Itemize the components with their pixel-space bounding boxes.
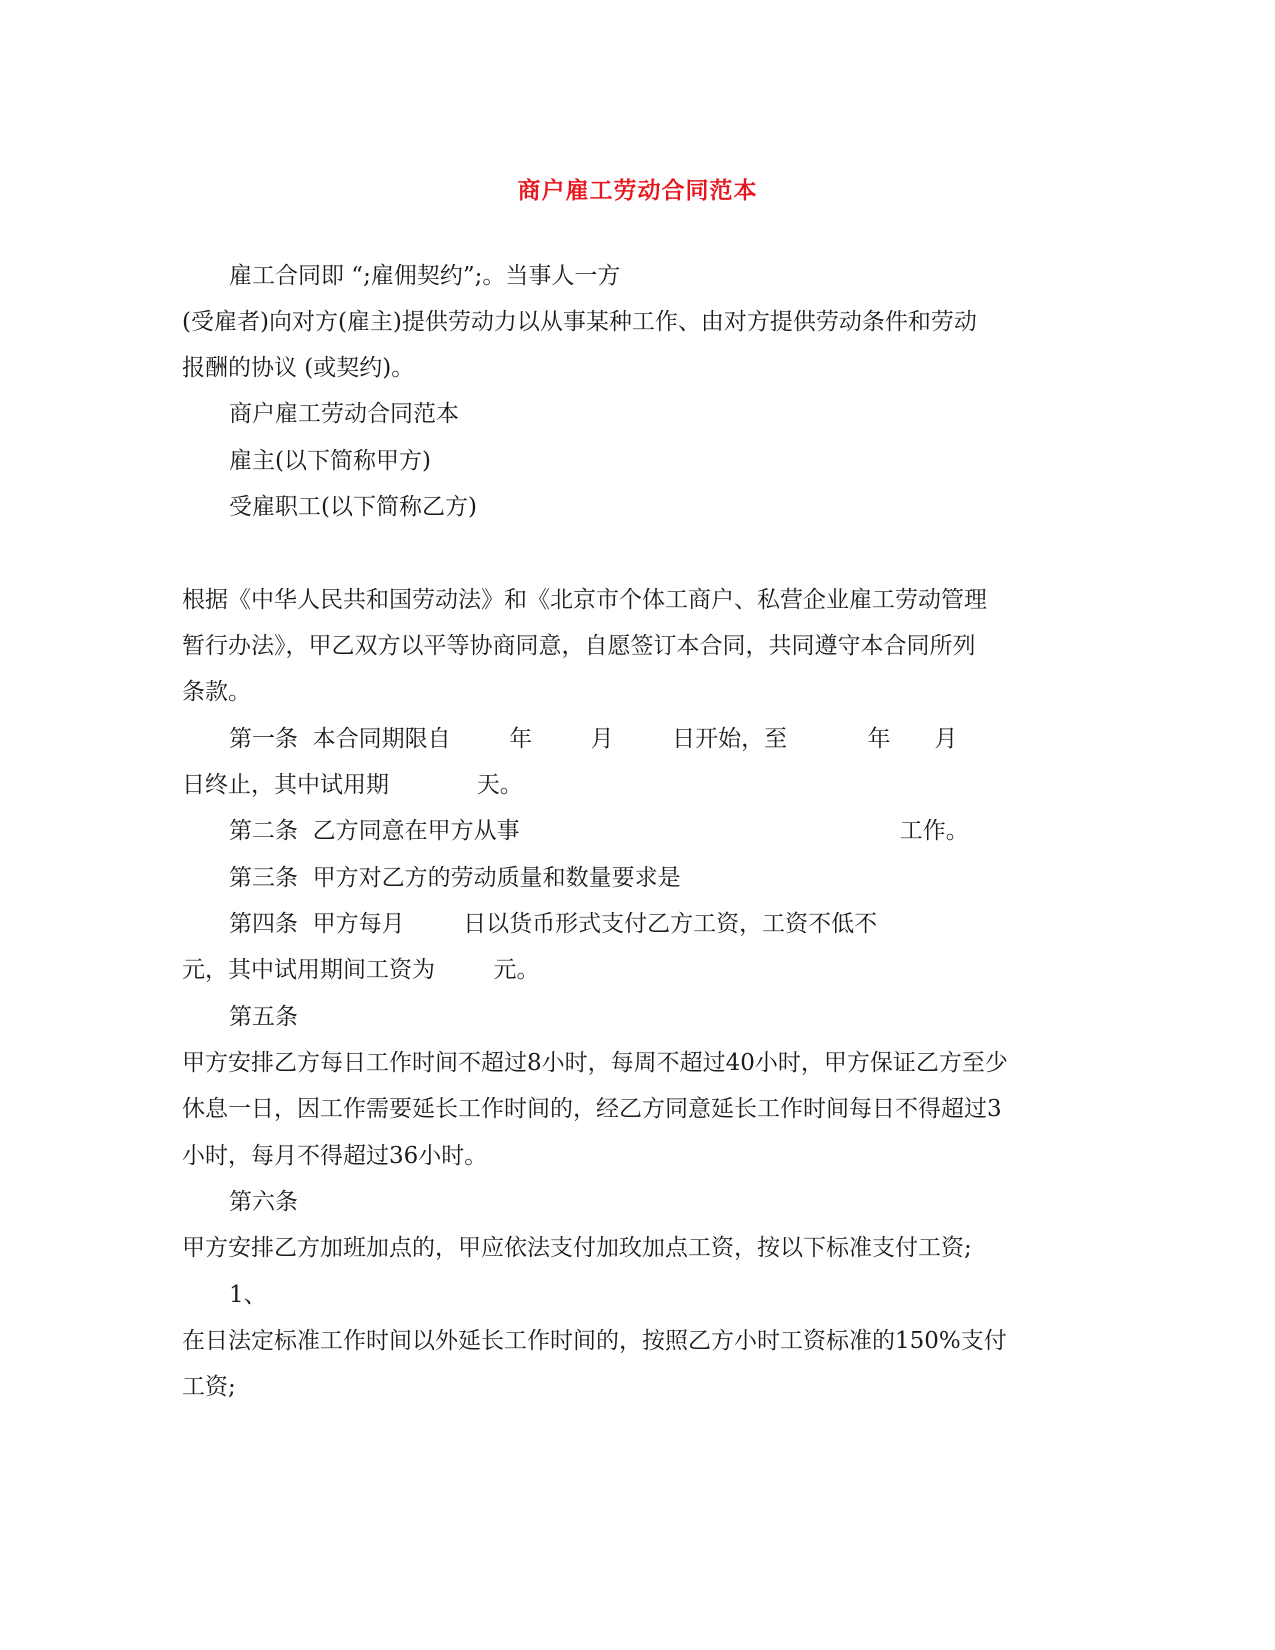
paragraph-line: 雇主(以下简称甲方) bbox=[229, 448, 431, 474]
paragraph-line: 暂行办法》，甲乙双方以平等协商同意，自愿签订本合同，共同遵守本合同所列 bbox=[182, 633, 976, 659]
clause-line: 日终止，其中试用期 天。 bbox=[182, 772, 523, 798]
clause-line: 元，其中试用期间工资为 元。 bbox=[182, 957, 540, 983]
clause-line: 小时，每月不得超过36小时。 bbox=[182, 1143, 488, 1169]
clause-line: 1、 bbox=[229, 1282, 267, 1308]
clause-line: 休息一日，因工作需要延长工作时间的，经乙方同意延长工作时间每日不得超过3 bbox=[182, 1096, 1002, 1122]
clause-line: 工资; bbox=[182, 1374, 236, 1400]
clause-line: 第三条 甲方对乙方的劳动质量和数量要求是 bbox=[229, 865, 681, 891]
clause-line: 第一条 本合同期限自 年 月 日开始，至 年 月 bbox=[229, 726, 958, 752]
clause-line: 甲方安排乙方加班加点的，甲应依法支付加玫加点工资，按以下标准支付工资; bbox=[182, 1235, 972, 1261]
paragraph-line: 商户雇工劳动合同范本 bbox=[229, 401, 459, 427]
clause-line: 第二条 乙方同意在甲方从事 工作。 bbox=[229, 818, 969, 844]
paragraph-line: 条款。 bbox=[182, 679, 251, 705]
paragraph-line: 根据《中华人民共和国劳动法》和《北京市个体工商户、私营企业雇工劳动管理 bbox=[182, 587, 987, 613]
clause-line: 甲方安排乙方每日工作时间不超过8小时，每周不超过40小时，甲方保证乙方至少 bbox=[182, 1050, 1008, 1076]
paragraph-line: 雇工合同即 “;雇佣契约”;。当事人一方 bbox=[229, 263, 621, 289]
document-title: 商户雇工劳动合同范本 bbox=[517, 177, 758, 204]
paragraph-line: (受雇者)向对方(雇主)提供劳动力以从事某种工作、由对方提供劳动条件和劳动 bbox=[182, 309, 977, 335]
paragraph-line: 报酬的协议 (或契约)。 bbox=[182, 355, 415, 381]
clause-line: 第五条 bbox=[229, 1004, 298, 1030]
clause-line: 在日法定标准工作时间以外延长工作时间的，按照乙方小时工资标准的150%支付 bbox=[182, 1328, 1007, 1354]
paragraph-line: 受雇职工(以下简称乙方) bbox=[229, 494, 477, 520]
clause-line: 第四条 甲方每月 日以货币形式支付乙方工资，工资不低不 bbox=[229, 911, 878, 937]
clause-line: 第六条 bbox=[229, 1189, 298, 1215]
